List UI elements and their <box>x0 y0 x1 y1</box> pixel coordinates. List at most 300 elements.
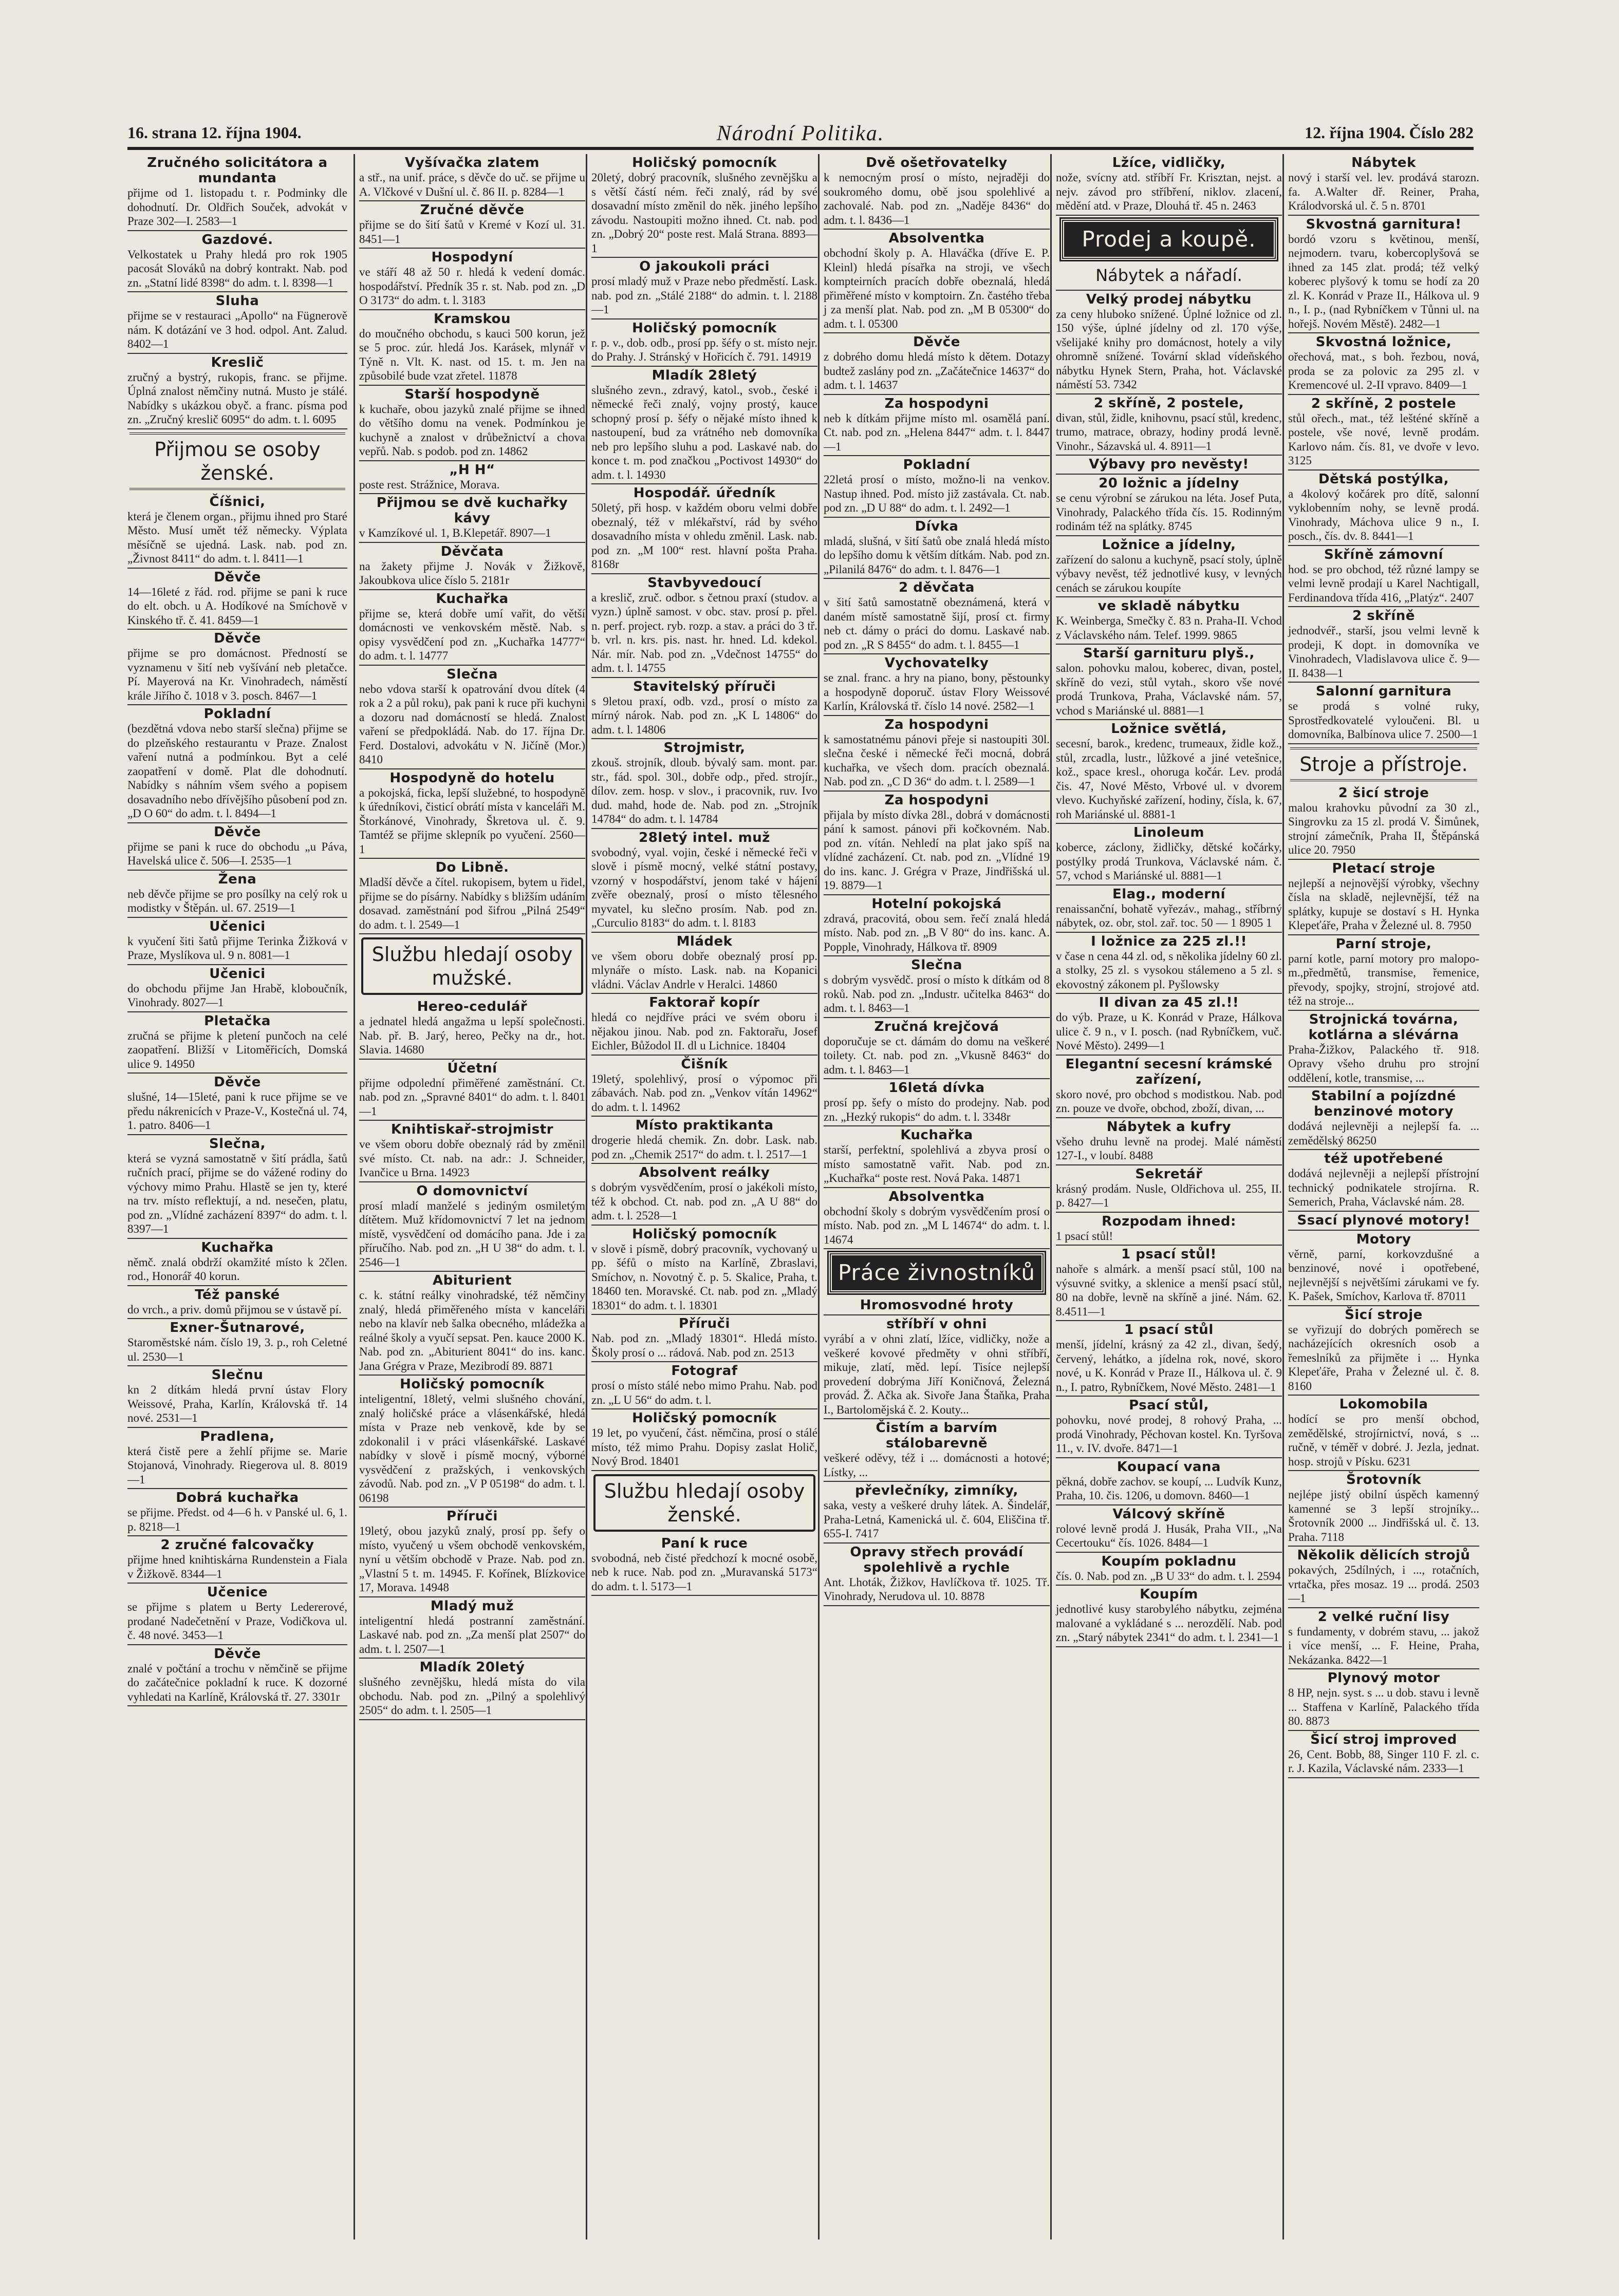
classified-ad <box>127 1645 347 1707</box>
ad-heading: Psací stůl, <box>1129 1398 1209 1413</box>
classified-ad <box>127 1239 347 1286</box>
ad-heading: Dívka <box>915 518 959 534</box>
ad-text: 1 psací stůl! <box>1056 1229 1113 1243</box>
ad-heading: Skvostná ložnice, <box>1315 334 1452 350</box>
column-5 <box>1050 154 1286 2239</box>
ad-heading: Ložnice světlá, <box>1111 721 1227 737</box>
ad-text: Velkostatek u Prahy hledá pro rok 1905 pacosát Slováků na dobrý kontrakt. Nab. pod zn. „Statní lidé 8398“ do adm. t. l. 8398—1 <box>127 248 347 289</box>
classified-ad <box>127 1286 347 1320</box>
classified-ad <box>127 493 347 569</box>
ad-text: bordó vzoru s květinou, menší, nejmodern. tvaru, kobercoplyšová se ihned za 145 zlat. prodá; též velký koberec plyšový k tomu se hodí za 20 zl. K. Konrád v Praze II., Hálkova ul. 9 n., I. p., (nad Rybníčkem v Tůnni ul. na hořejš. Novém Městě). 2482—1 <box>1288 232 1479 330</box>
ad-heading: 2 velké ruční lisy <box>1317 1609 1450 1625</box>
ad-text: kn 2 dítkám hledá první ústav Flory Weissové, Praha, Karlín, Královská tř. 14 nové. 2531—1 <box>127 1383 347 1424</box>
ad-text: svobodný, vyal. vojin, české i německé řeči v slově i písmě mocný, velké státní postavy, vzorný v hospodářství, jenom také v hájení zvěře obeznalý, prosí o místo tělesného myvatel, ku slečno prosím. Nab. pod zn. „Curculio 8183“ do adm. t. l. 8183 <box>591 845 817 929</box>
section-heading: Službu hledají osoby ženské. <box>593 1474 815 1532</box>
classified-ad <box>591 933 817 994</box>
ad-heading: Vyšívačka zlatem <box>405 155 539 171</box>
ad-text: dodává nejlevněji a nejlepší přístrojní technický podnikatele strojírna. R. Semerich, Praha, Václavské nám. 28. <box>1288 1167 1479 1208</box>
ad-text: mladá, slušná, v šití šatů obe znalá hledá místo do lepšího domu k větším dítkám. Nab. pod zn. „Pilanilá 8476“ do adm. t. l. 8476—1 <box>824 534 1050 576</box>
ad-text: pěkná, dobře zachov. se koupí, ... Ludvík Kunz, Praha, 10. čis. 1206, u domovn. 8460—1 <box>1056 1475 1282 1502</box>
classified-ad <box>1056 475 1282 536</box>
section-heading: Stroje a přístroje. <box>1290 747 1477 781</box>
ad-text: zařízení do salonu a kuchyně, psací stoly, úplně výbavy nevěst, též jednotlivé kusy, v levných cenách se zárukou koupíte <box>1056 553 1282 594</box>
ad-heading: Ložnice a jídelny, <box>1102 537 1236 553</box>
ad-text: přijme se pro domácnost. Předností se vyznamenu v šití neb vyšívání neb pletačce. Pí. Mayerová na Kr. Vinohradech, náměstí krále Jiřího č. 1018 v 3. posch. 8467—1 <box>127 647 347 702</box>
classified-ad <box>591 1056 817 1117</box>
ad-text: němč. znalá obdrží okamžité místo k 2člen. rod., Honorář 40 korun. <box>127 1255 347 1283</box>
ad-text: za ceny hluboko snížené. Úplné ložnice od zl. 150 výše, úplné jídelny od zl. 170 výše, všelijaké knihy pro domácnost, hotely a vily ohromně snížené. Tovární sklad vídeňského nábytku Hynek Stern, Praha, hot. Václavské náměstí 53. 7342 <box>1056 307 1282 391</box>
classified-ad <box>824 792 1050 895</box>
ad-heading: 2 skříně, 2 postele, <box>1093 395 1244 411</box>
ad-heading: Děvče <box>214 569 261 585</box>
ad-text: doporučuje se ct. dámám do domu na veškeré toilety. Ct. nab. pod zn. „Vkusně 8463“ do adm. t. l. 8463—1 <box>824 1034 1050 1076</box>
ad-heading: Starší hospodyně <box>404 386 540 402</box>
section-banner: Prodej a koupě. <box>1061 219 1277 260</box>
ad-heading: Lžíce, vidličky, <box>1112 155 1226 171</box>
classified-ad <box>591 739 817 829</box>
ad-text: jednotlivé kusy starobylého nábytku, zejména malované a vykládané s ... nerozdělí. Nab. pod zn. „Starý nábytek 2341“ do adm. t. l. 2341—1 <box>1056 1603 1282 1644</box>
ad-text: která čistě pere a žehlí přijme se. Marie Stojanová, Vinohrady. Riegerova ul. 8. 8019—1 <box>127 1444 347 1486</box>
ad-heading: Hospodář. úředník <box>633 485 776 501</box>
classified-ad <box>1056 1246 1282 1321</box>
ad-text: slušného zevnějšku, hledá místa do vila obchodu. Nab. pod zn. „Pilný a spolehlivý 2505“ do adm. t. l. 2505—1 <box>359 1676 585 1717</box>
classified-ad <box>359 154 585 201</box>
classified-ad <box>359 461 585 495</box>
ad-heading: Elegantní secesní krámské zařízení, <box>1065 1056 1273 1087</box>
ad-text: přijme se, která dobře umí vařit, do větší domácnosti ve venkovském městě. Nab. s opisy vysvědčení pod zn. „Kuchařka 14777“ do adm. t. l. 14777 <box>359 607 585 662</box>
ad-heading: Holičský pomocník <box>632 1410 777 1426</box>
ad-text: do výb. Praze, u K. Konrád v Praze, Hálkova ulice č. 9 n., v I. posch. (nad Rybníčkem, vuč. Nové Město). 2499—1 <box>1056 1011 1282 1052</box>
classified-ad <box>359 666 585 769</box>
ad-text: ve všem oboru dobře obeznalý prosí pp. mlynáře o místo. Lask. nab. na Kopanici vládni. Václav Andrle v Heralci. 14860 <box>591 949 817 991</box>
classified-ad <box>127 965 347 1012</box>
ad-heading: Exner-Šutnarové, <box>170 1320 305 1335</box>
ad-heading: Za hospodyni <box>884 717 989 732</box>
classified-ad <box>591 1315 817 1362</box>
ad-text: 19letý, obou jazyků znalý, prosí pp. šefy o místo, vyučený u všem obchodě venkovském, nyní u větším obchodě v Praze. Nab. pod zn. „Vlastní 5 t. m. 14945. F. Kořínek, Blízkovice 17, Morava. 14948 <box>359 1525 585 1594</box>
ad-heading: Holičský pomocník <box>632 155 777 171</box>
classified-ad <box>1288 546 1479 608</box>
ad-text: secesní, barok., kredenc, trumeaux, židle kož., stůl, zrcadla, lustr., lůžkové a jiné vetešnice, kož., space kresl., ohoruga kočár. Lev. prodá čis. 47, Nové Město, Vrbové ul. v dvorem vlevo. Kuchyňské zařízení, hodiny, čísla, k. 67, roh Mariánské ul. 8881-1 <box>1056 737 1282 821</box>
classified-ad <box>359 201 585 249</box>
ad-heading: O domovnictví <box>416 1183 528 1199</box>
ad-text: inteligentní hledá postranní zaměstnání. Laskavé nab. pod zn. „Za menší plat 2507“ do adm. t. l. 2507—1 <box>359 1614 585 1655</box>
classified-ad <box>127 292 347 354</box>
column-1 <box>127 154 351 2239</box>
ad-text: svobodná, neb čisté předchozí k mocné osobě, neb k ruce. Nab. pod zn. „Muravanská 5173“ do adm. t. l. 5173—1 <box>591 1551 817 1593</box>
ad-heading: 20 ložnic a jídelny <box>1099 476 1239 491</box>
ad-text: neb děvče přijme se pro posílky na celý rok u modistky v Štěpán. ul. 67. 2519—1 <box>127 887 347 914</box>
classified-ad <box>127 705 347 823</box>
classified-ad <box>359 1272 585 1376</box>
classified-ad <box>591 258 817 319</box>
classified-ad <box>127 871 347 918</box>
ad-heading: Gazdové. <box>201 232 273 248</box>
ad-text: se přijme. Předst. od 4—6 h. v Panské ul. 6, 1. p. 8218—1 <box>127 1506 347 1533</box>
ad-text: zdravá, pracovitá, obou sem. řečí znalá hledá místo. Nab. pod zn. „B V 80“ do ins. kanc. A. Popple, Vinohrady, Hálkova tř. 8909 <box>824 912 1050 953</box>
classified-ad <box>359 590 585 666</box>
ad-heading: 2 skříně, 2 postele <box>1311 396 1456 411</box>
ad-text: saka, vesty a veškeré druhy látek. A. Šindelář, Praha-Letná, Kamenická ul. č. 604, Eliščina tř. 655-I. 7417 <box>824 1499 1050 1540</box>
classified-ad <box>127 569 347 630</box>
ad-text: s 9letou praxí, odb. vzd., prosí o místo za mírný nárok. Nab. pod zn. „K L 14806“ do adm. t. l. 14806 <box>591 694 817 736</box>
page-number-date: 16. strana 12. října 1904. <box>127 123 302 142</box>
classified-ad <box>127 1135 347 1239</box>
ad-text: s dobrým vysvědč. prosí o místo k dítkám od 8 roků. Nab. pod zn. „Industr. učitelka 8463“ do adm. t. l. 8463—1 <box>824 973 1050 1014</box>
ad-heading: Za hospodyni <box>884 396 989 411</box>
ad-text: Staroměstské nám. číslo 19, 3. p., roh Celetné ul. 2530—1 <box>127 1336 347 1363</box>
ad-text: na žakety přijme J. Novák v Žižkově, Jakoubkova ulice číslo 5. 2181r <box>359 559 585 587</box>
classified-ad <box>591 1164 817 1226</box>
classified-ad <box>1288 1231 1479 1306</box>
classified-ad <box>1288 1608 1479 1670</box>
ad-text: 19letý, spolehlivý, prosí o výpomoc při zábavách. Nab. pod zn. „Venkov vítán 14962“ do adm. t. l. 14962 <box>591 1072 817 1114</box>
ad-text: k vyučení šiti šatů přijme Terinka Žižková v Praze, Myslíkova ul. 9 n. 8081—1 <box>127 934 347 962</box>
classified-ad <box>127 918 347 965</box>
classified-ad <box>1288 860 1479 935</box>
classified-ad <box>1288 1306 1479 1396</box>
ad-heading: I ložnice za 225 zl.!! <box>1091 933 1247 949</box>
classified-ad <box>824 333 1050 395</box>
ad-heading: II divan za 45 zl.!! <box>1099 995 1239 1010</box>
ad-text: s fundamenty, v dobrém stavu, ... jakož i více menší, ... F. Heine, Praha, Nekázanka. 8422—1 <box>1288 1625 1479 1666</box>
ad-heading: Dvě ošetřovatelky <box>866 155 1008 171</box>
ad-text: 26, Cent. Bobb, 88, Singer 110 F. zl. c. r. J. Kazila, Václavské nám. 2333—1 <box>1288 1747 1479 1775</box>
ad-heading: Stavbyvedoucí <box>647 575 761 591</box>
ad-heading: Faktorař kopír <box>649 995 760 1010</box>
classified-ad <box>1056 1505 1282 1553</box>
classified-ad <box>591 1409 817 1471</box>
ad-heading: Pradlena, <box>200 1428 275 1444</box>
ad-heading: Mládek <box>676 933 733 949</box>
ad-heading: Čistím a barvím stálobarevně <box>876 1420 998 1451</box>
ad-text: menší, jídelní, krásný za 42 zl., divan, šedý, červený, lehátko, a jídelna rok, nové, skoro nové, u K. Konrád v Praze II., Hálkova ul. č. 9 n., I. patro, Rybníčkem, Nové Město. 2481—1 <box>1056 1338 1282 1394</box>
classified-ad <box>1056 1213 1282 1246</box>
ad-text: skoro nové, pro obchod s modistkou. Nab. pod zn. pouze ve dvoře, obchod, zboží, divan, ... <box>1056 1087 1282 1115</box>
page-header <box>127 121 1474 150</box>
ad-heading: Děvče <box>214 631 261 646</box>
classified-ad <box>1056 1553 1282 1586</box>
classified-ad <box>1288 1212 1479 1231</box>
ad-heading: Koupím <box>1140 1587 1198 1602</box>
ad-heading: Kramskou <box>433 311 511 327</box>
classified-ad <box>359 494 585 543</box>
ad-text: k nemocným prosí o místo, nejraději do soukromého domu, obě jsou spolehlivé a zachovalé. Nab. pod zn. „Naděje 8436“ do adm. t. l. 8436—1 <box>824 171 1050 227</box>
classified-ad <box>359 1659 585 1720</box>
ad-heading: Plynový motor <box>1327 1670 1440 1686</box>
classified-ad <box>824 230 1050 333</box>
ad-text: obchodní školy p. A. Hlaváčka (dříve E. P. Kleinl) hledá písařka na stroji, ve všech kompteirních pracích dobře obeznalá, hledá přiměřené místo v komptoirn. Zn. častého třeba j za menší plat. Nab. pod zn. „M B 05300“ do adm. t. l. 05300 <box>824 247 1050 330</box>
classified-ad <box>1288 395 1479 471</box>
classified-ad <box>824 1126 1050 1188</box>
ad-text: stůl ořech., mat., též lešténé skříně a postele, vše nové, levně prodám. Karlovo nám. čís. 81, ve dvoře v levo. 3125 <box>1288 411 1479 467</box>
ad-text: znalé v počtání a trochu v němčině se přijme do začátečnice pokladní k ruce. K dozorné vyhledati na Karlíně, Královská tř. 27. 3301r <box>127 1662 347 1703</box>
ad-heading: Fotograf <box>671 1363 738 1379</box>
classified-ad <box>1056 536 1282 598</box>
ad-heading: Abiturient <box>433 1273 512 1288</box>
ad-heading: Zručná krejčová <box>874 1019 999 1034</box>
masthead-title: Národní Politika. <box>716 122 885 145</box>
ad-heading: Ssací plynové motory! <box>1297 1212 1471 1228</box>
ad-heading: Hereo-cedulář <box>417 999 528 1014</box>
ad-heading: Dobrá kuchařka <box>176 1490 299 1505</box>
ad-heading: Mladík 28letý <box>652 367 757 383</box>
classified-ad <box>824 456 1050 518</box>
ad-heading: Stavitelský příruči <box>633 679 776 694</box>
classified-ad <box>824 895 1050 957</box>
ad-text: malou krahovku původní za 30 zl., Singrovku za 15 zl. prodá V. Šimůnek, strojní zámečník, Praha II, Štěpánská ulice 20. 7950 <box>1288 801 1479 856</box>
ad-heading: Absolvent reálky <box>639 1165 770 1180</box>
ad-heading: Lokomobila <box>1339 1397 1428 1412</box>
ad-text: krásný prodám. Nusle, Oldřichova ul. 255, II. p. 8427—1 <box>1056 1182 1282 1209</box>
ad-text: nože, svícny atd. stříbří Fr. Krisztan, nejst. a nejv. závod pro stříbření, niklov. zlacení, mědění atd. v Praze, Dlouhá tř. 45 n. 2463 <box>1056 171 1282 212</box>
classified-ad <box>824 518 1050 579</box>
classified-ad <box>1056 154 1282 216</box>
ad-text: přijme odpolední přiměřené zaměstnání. Ct. nab. pod zn. „Spravné 8401“ do adm. t. l. 8401—1 <box>359 1076 585 1118</box>
classified-ad <box>591 367 817 485</box>
classified-ad <box>824 654 1050 716</box>
classified-ad <box>127 1319 347 1366</box>
classified-ad <box>1056 456 1282 475</box>
ad-heading: převlečníky, zimníky, <box>855 1483 1018 1498</box>
ad-text: přijme se v restauraci „Apollo“ na Fügnerově nám. K dotázání ve 3 hod. odpol. Ant. Zalud. 8402—1 <box>127 309 347 350</box>
classified-ad <box>127 630 347 705</box>
ad-text: v slově i písmě, dobrý pracovník, vychovaný u pp. šéfů o místo na Karlíně, Zbraslavi, Smíchov, n. Novotný č. p. 5. Skalice, Praha, t. 18460 ten. Moravské. Ct. nab. pod zn. „Mladý 18301“ do adm. t. l. 18301 <box>591 1242 817 1312</box>
ad-text: ořechová, mat., s boh. řezbou, nová, proda se za polovic za 295 zl. v Kremencové ul. 2-II vpravo. 8409—1 <box>1288 350 1479 391</box>
classified-ad <box>359 1121 585 1182</box>
ad-heading: Slečnu <box>211 1367 264 1383</box>
ad-text: hledá co nejdříve práci ve svém oboru i nějakou jinou. Nab. pod zn. Faktorařu, Josef Eichler, Bůžodol II. dl u Lichnice. 18404 <box>591 1011 817 1052</box>
ad-text: renaissanční, bohatě vyřezáv., mahag., stříbrný nábytek, oz. obr, stol. zař. toc. 50 — 1 8905 1 <box>1056 902 1282 929</box>
classified-ad <box>127 1366 347 1428</box>
ad-heading: Děvče <box>913 334 960 350</box>
ad-text: nejlepší a nejnovější výrobky, všechny čísla na skladě, nejlevnější, též na splátky, kupuje se dostaví s H. Hynka Klepeťáře, Praha v Železné ul. 8. 7950 <box>1288 876 1479 932</box>
ad-heading: Holičský pomocník <box>632 1226 777 1242</box>
ad-text: která je členem organ., přijmu ihned pro Staré Město. Musí umět též německy. Výplata měsíčně se ujedná. Lask. nab. pod zn. „Živnost 8411“ do adm. t. l. 8411—1 <box>127 510 347 565</box>
ad-text: nový i starší vel. lev. prodává starozn. fa. A.Walter dř. Reiner, Praha, Králodvorská ul. č. 5 n. 8701 <box>1288 171 1479 212</box>
classified-ad <box>824 395 1050 457</box>
classified-ad <box>1056 1321 1282 1397</box>
ad-heading: Kuchařka <box>900 1127 973 1143</box>
ad-text: hodící se pro menší obchod, zemědělské, strojírnictví, nová, s ... ručně, v téměř v dobré. J. Jezla, jednat. hosp. strojů v Písku. 6231 <box>1288 1413 1479 1468</box>
ad-text: 22letá prosí o místo, možno-li na venkov. Nastup ihned. Pod. místo již zastávala. Ct. nab. pod zn. „D U 88“ do adm. t. l. 2492—1 <box>824 473 1050 514</box>
ad-text: se přijme s platem u Berty Ledererové, prodané Nadečetnění v Praze, Vodičkova ul. č. 48 nové. 3453—1 <box>127 1601 347 1642</box>
ad-text: se prodá s volné ruky, Sprostředkovatelé vyloučeni. Bl. u domovníka, Balbínova ulice 7. 2500—1 <box>1288 700 1479 741</box>
ad-heading: Účetní <box>447 1060 497 1076</box>
ad-text: a 4kolový kočárek pro dítě, salonní vyklobenním nohy, se levně prodá. Vinohrady, Máchova ulice 9 n., I. posch., čís. dv. 8. 8441—1 <box>1288 487 1479 542</box>
classified-ad <box>1288 1087 1479 1150</box>
classified-ad <box>824 956 1050 1018</box>
ad-heading: Žena <box>218 871 257 887</box>
ad-text: čís. 0. Nab. pod zn. „B U 33“ do adm. t. l. 2594 <box>1056 1569 1281 1583</box>
classified-ad <box>1288 216 1479 334</box>
ad-heading: 2 zručné falcovačky <box>160 1537 314 1553</box>
classified-ad <box>127 1428 347 1490</box>
section-heading: Službu hledají osoby mužské. <box>361 937 583 995</box>
ad-heading: „H H“ <box>449 462 495 478</box>
ad-text: a pokojská, ficka, lepší služebné, to hospodyně k úředníkovi, čisticí obrátí místa v kanceláři M. Štorkánové, Vinohrady, Škretova ul. č. 9. Tamtéž se přijme sklepník po vyučení. 2560—1 <box>359 786 585 856</box>
classified-ad <box>127 823 347 871</box>
ad-text: z dobrého domu hledá místo k dětem. Dotazy budtež zaslány pod zn. „Začátečnice 14637“ do adm. t. l. 14637 <box>824 350 1050 391</box>
ad-heading: Šrotovník <box>1346 1472 1421 1488</box>
ad-heading: Přijmou se dvě kuchařky kávy <box>376 495 568 526</box>
ad-heading: 1 psací stůl! <box>1121 1247 1217 1262</box>
ad-heading: Hospodyně do hotelu <box>389 770 555 786</box>
classified-ad <box>824 1315 1050 1419</box>
ad-heading: 2 skříně <box>1352 608 1415 624</box>
ad-heading: 2 děvčata <box>899 580 975 595</box>
ad-heading: Strojnická továrna, kotlárna a slévárna <box>1308 1011 1459 1043</box>
ad-text: 19 let, po vyučení, část. němčina, prosí o stálé místo, též mimo Prahu. Dopisy zaslat Holič, Nový Brod. 18401 <box>591 1426 817 1467</box>
ad-heading: Učenici <box>209 966 266 982</box>
ad-text: r. p. v., dob. odb., prosí pp. šéfy o st. místo nejr. do Prahy. J. Stránský v Hořicích č. 791. 14919 <box>591 336 817 363</box>
ad-text: prosí mladí manželé s jediným osmiletým dítětem. Muž křídomovnictví 7 let na jednom místě, vysvědčení od domácího pana. Jde i za příručího. Nab. pod zn. „H U 38“ do adm. t. l. 2546—1 <box>359 1199 585 1269</box>
ad-text: zkouš. strojník, dloub. bývalý sam. mont. par. str., fád. spol. 30l., dobře odp., před. strojír., dílov. zem. hosp. v slov., i pracovnik, ruv. Ivo dud. mahd, hode de. Nab. pod zn. „Strojník 14784“ do adm. t. l. 14784 <box>591 756 817 825</box>
ad-text: salon. pohovku malou, koberec, divan, postel, skříně do vezi, stůl vytah., skoro vše nové prodá Trunkova, Praha, Václavské nám. 57, vchod s Mariánské ul. 8881—1 <box>1056 662 1282 717</box>
ad-text: 50letý, při hosp. v každém oboru velmi dobře obeznalý, též v mlékařství, rád by svého dosavadního místa v ohledu změnil. Lask. nab. pod zn. „M 100“ rest. hlavní pošta Praha. 8168r <box>591 501 817 571</box>
ad-heading: 16letá dívka <box>888 1080 985 1096</box>
ad-text: přijala by místo dívka 28l., dobrá v domácnosti pání k samost. pánovi při kočkovném. Nab. pod zn. vítán. Nehledí na plat jako spíš na vlídné zacházení. Ct. nab. pod zn. „Vlídné 19 do ins. kanc. J. Grégra v Praze, Jindřišská ul. 19. 8879—1 <box>824 808 1050 892</box>
ad-text: Ant. Lhoták, Žižkov, Havlíčkova tř. 1025. Tř. Vinohrady, Nerudova ul. 10. 8878 <box>824 1575 1050 1603</box>
ad-text: obchodní školy s dobrým vysvědčením prosí o místo. Nab. pod zn. „M L 14674“ do adm. t. l. 14674 <box>824 1205 1050 1246</box>
classified-ad <box>1288 1396 1479 1471</box>
ad-heading: Rozpodam ihned: <box>1102 1213 1236 1229</box>
ad-text: s dobrým vysvědčením, prosí o jakékoli místo, též k obchod. Ct. nab. pod zn. „A U 88“ do adm. t. l. 2528—1 <box>591 1181 817 1222</box>
classified-ad <box>359 1597 585 1659</box>
classified-ad <box>1288 1011 1479 1088</box>
classified-ad <box>359 998 585 1060</box>
ad-heading: Hotelní pokojská <box>871 896 1002 912</box>
ad-heading: 1 psací stůl <box>1124 1322 1214 1338</box>
classified-ad <box>1288 333 1479 395</box>
classified-ad <box>1288 1150 1479 1212</box>
ad-heading: Místo praktikanta <box>635 1118 774 1133</box>
ad-heading: Strojmistr, <box>663 740 746 756</box>
ad-text: inteligentní, 18letý, velmi slušného chování, znalý holičské práce a vlásenkářské, hledá místa v Praze neb venkově, kde by se zdokonalil i v práci vlásenkářské. Laskavé nabídky v slově i písmě mocný, výborné vysvědčení z pražských, i venkovských závodů. Nab. pod zn. „V P 05198“ do adm. t. l. 06198 <box>359 1392 585 1504</box>
ad-text: K. Weinberga, Smečky č. 83 n. Praha-II. Vchod z Václavského nám. Telef. 1999. 9865 <box>1056 614 1282 642</box>
ad-heading: Sluha <box>215 293 259 309</box>
ad-heading: Kuchařka <box>201 1239 274 1255</box>
ad-heading: Učenice <box>207 1585 268 1600</box>
ad-heading: Salonní garnitura <box>1315 684 1452 699</box>
ad-heading: Do Libně. <box>435 860 509 875</box>
classified-ad <box>359 1060 585 1121</box>
ad-text: ve stáří 48 až 50 r. hledá k vedení domác. hospodářství. Předník 35 r. st. Nab. pod zn. „D O 3173“ do adm. t. l. 3183 <box>359 266 585 307</box>
classified-ad <box>591 994 817 1056</box>
ad-text: prosí pp. šefy o místo do prodejny. Nab. pod zn. „Hezký rukopis“ do adm. t. l. 3348r <box>824 1096 1050 1123</box>
classified-ad <box>824 579 1050 654</box>
classified-ad <box>127 1012 347 1074</box>
classified-ad <box>1288 1471 1479 1547</box>
ad-heading: Mladík 20letý <box>419 1660 525 1675</box>
ad-text: 14—16leté z řád. rod. přijme se pani k ruce do elt. obch. u A. Hodíkové na Smíchově v Kinského tř. č. 41. 8459—1 <box>127 585 347 627</box>
ad-heading: Vychovatelky <box>884 655 989 671</box>
ad-heading: Sekretář <box>1135 1166 1203 1182</box>
classified-ad <box>359 543 585 590</box>
ad-text: veškeré oděvy, též i ... domácnosti a hotové; Lístky, ... <box>824 1452 1050 1479</box>
classified-ad <box>824 1544 1050 1606</box>
ad-heading: Absolventka <box>888 1189 985 1205</box>
ad-text: c. k. státní reálky vinohradské, též němčiny znalý, hledá přiměřeného místa v kanceláři nebo na klavír neb šalka obecného, mládežka a reálné školy a vyučí sepsat. Pen. kauce 2000 K. Nab. pod zn. „Abiturient 8041“ do ins. kanc. Jana Grégra v Praze, Mezibrodí 89. 8871 <box>359 1289 585 1372</box>
classified-ad <box>824 716 1050 792</box>
classified-ad <box>127 231 347 293</box>
ad-heading: Několik dělicích strojů <box>1297 1548 1471 1563</box>
issue-date-number: 12. října 1904. Číslo 282 <box>1305 123 1474 142</box>
ad-text: přijme se do šití šatů v Kremé v Kozí ul. 31. 8451—1 <box>359 218 585 246</box>
classified-ad <box>824 154 1050 230</box>
ad-heading: Zručné děvče <box>420 202 525 218</box>
ad-text: ve všem oboru dobře obeznalý rád by změnil své místo. Ct. nab. na adr.: J. Schneider, Ivančice u Brna. 14923 <box>359 1138 585 1179</box>
ad-text: (bezdětná vdova nebo starší slečna) přijme se do plzeňského restaurantu v Praze. Znalost vaření nutná a podmínkou. Byt a celé zaopatření v domě. Plat dle dohodnutí. Nabídky s náhním všem svého a popisem dosavadního nebo dřívějšího působení pod zn. „D O 60“ do adm. t. l. 8494—1 <box>127 722 347 820</box>
classified-ad <box>359 249 585 310</box>
ad-heading: Za hospodyni <box>884 792 989 808</box>
ad-heading: Válcový skříně <box>1112 1506 1225 1522</box>
ad-heading: Skvostná garnitura! <box>1306 216 1462 232</box>
ad-heading: Stabilní a pojízdné benzinové motory <box>1311 1088 1456 1119</box>
section-subheading: Nábytek a nářadí. <box>1056 263 1282 291</box>
ad-heading: Slečna, <box>209 1136 266 1152</box>
ad-text: hod. se pro obchod, též různé lampy se velmi levně prodají u Karel Nachtigall, Ferdinandova třída 416, „Platýz“. 2407 <box>1288 562 1479 604</box>
classified-ad <box>591 678 817 740</box>
classified-ad <box>1056 645 1282 720</box>
ad-heading: Pokladní <box>903 457 971 473</box>
section-banner: Práce živnostníků <box>829 1252 1045 1293</box>
classified-ad <box>824 1482 1050 1544</box>
ad-text: nejlépe jistý obilní úspěch kamenný kamenné se 3 lepší strojníky... Šrotovník 2000 ... Jindřišská ul. č. 13. Praha. 7118 <box>1288 1488 1479 1544</box>
classified-ad <box>1056 1118 1282 1165</box>
ad-text: jednodvéř., starší, jsou velmi levně k prodeji, K dopt. in domovníka ve Vinohradech, Vladislavova ulice č. 9—II. 8438—1 <box>1288 624 1479 680</box>
ad-text: slušného zevn., zdravý, katol., svob., české i německé řeči znalý, vojny prostý, kauce schopný prosí p. šéfy o nějaké místo ihned k nastoupení, bud za vrátného neb domovníka neb pro lepšího sluhu a pod. Laskavé nab. do konce t. m. pod značkou „Poctivost 14930“ do adm. t. l. 14930 <box>591 383 817 481</box>
ad-heading: Motory <box>1356 1231 1411 1247</box>
classified-ad <box>1288 1547 1479 1608</box>
classified-ad <box>824 1079 1050 1126</box>
ad-text: slušné, 14—15leté, pani k ruce přijme se ve předu nákrenicích v Praze-V., Kostečná ul. 74, 1. patro. 8406—1 <box>127 1090 347 1132</box>
ad-text: vyrábí a v ohni zlatí, lžíce, vidličky, nože a veškeré kovové předměty v ohni stříbří, mikuje, zlatí, měd. lepí. Tisíce nejlepší provedení dobrýma Jiří Koničnová, Železná provád. Ž. Ačka ak. Sivoře Jana Štaňka, Praha I., Bartolomějská č. 2. Kouty... <box>824 1332 1050 1416</box>
ad-heading: Mladý muž <box>430 1598 514 1614</box>
ad-text: parní kotle, parní motory pro malopom.,předmětů, transmise, řemenice, převody, spojky, strojní, strojové atd. též na stroje... <box>1288 952 1479 1007</box>
ad-text: poste rest. Strážnice, Morava. <box>359 478 500 491</box>
ad-heading: Zručného solicitátora a mundanta <box>147 155 328 186</box>
classified-ad <box>1056 720 1282 824</box>
ad-text: starší, perfektní, spolehlivá a zbyva prosí o místo samostatně vařit. Nab. pod zn. „Kuchařka“ poste rest. Nová Paka. 14871 <box>824 1143 1050 1184</box>
classified-ad <box>127 354 347 429</box>
classified-ad <box>591 829 817 933</box>
ad-text: do moučného obchodu, s kauci 500 korun, jež se 5 proc. zúr. hledá Jos. Karásek, mlynář v Týně n. Vlt. K. nast. od 15. t. m. Jen na způsobilé bude vzat zřetel. 11878 <box>359 327 585 382</box>
ad-heading: Knihtiskař-strojmistr <box>390 1122 554 1137</box>
classified-ad <box>591 319 817 367</box>
ad-heading: Elag., moderní <box>1112 886 1226 902</box>
classified-ad <box>359 386 585 461</box>
ad-text: rolové levně prodá J. Husák, Praha VII., „Na Cecertouku“ čís. 1026. 8484—1 <box>1056 1522 1282 1549</box>
ad-text: se vyřizují do dobrých poměrech se nacházejících okresních osob a řemeslníků za přijměte i ... Hynka Klepeťáře, Praha v Železné ul. č. 8. 8160 <box>1288 1323 1479 1392</box>
ad-text: věrně, parní, korkovzdušné a benzinové, nové i opotřebené, nejlevnější s největšími zárukami ve fy. K. Pašek, Smíchov, Karlova tř. 87011 <box>1288 1247 1479 1303</box>
classified-ad <box>1056 994 1282 1056</box>
classified-ad <box>591 484 817 574</box>
ad-heading: Parní stroje, <box>1335 936 1432 952</box>
classified-ad <box>1288 1669 1479 1731</box>
ad-text: Nab. pod zn. „Mladý 18301“. Hledá místo. Školy prosí o ... rádová. Nab. pod zn. 2513 <box>591 1332 817 1359</box>
ad-heading: Koupím pokladnu <box>1101 1553 1237 1569</box>
classified-ad <box>1056 1458 1282 1505</box>
ad-heading: Pletací stroje <box>1332 860 1436 876</box>
ad-text: Praha-Žižkov, Palackého tř. 918. Opravy všeho druhu pro strojní oddělení, kotle, transmise, ... <box>1288 1043 1479 1084</box>
classified-ad <box>1288 683 1479 744</box>
classified-ad <box>1288 935 1479 1011</box>
ad-heading: Děvče <box>214 1646 261 1662</box>
ad-heading: Pletačka <box>204 1013 271 1029</box>
classified-ad <box>824 1188 1050 1250</box>
ad-heading: Příruči <box>446 1509 498 1524</box>
